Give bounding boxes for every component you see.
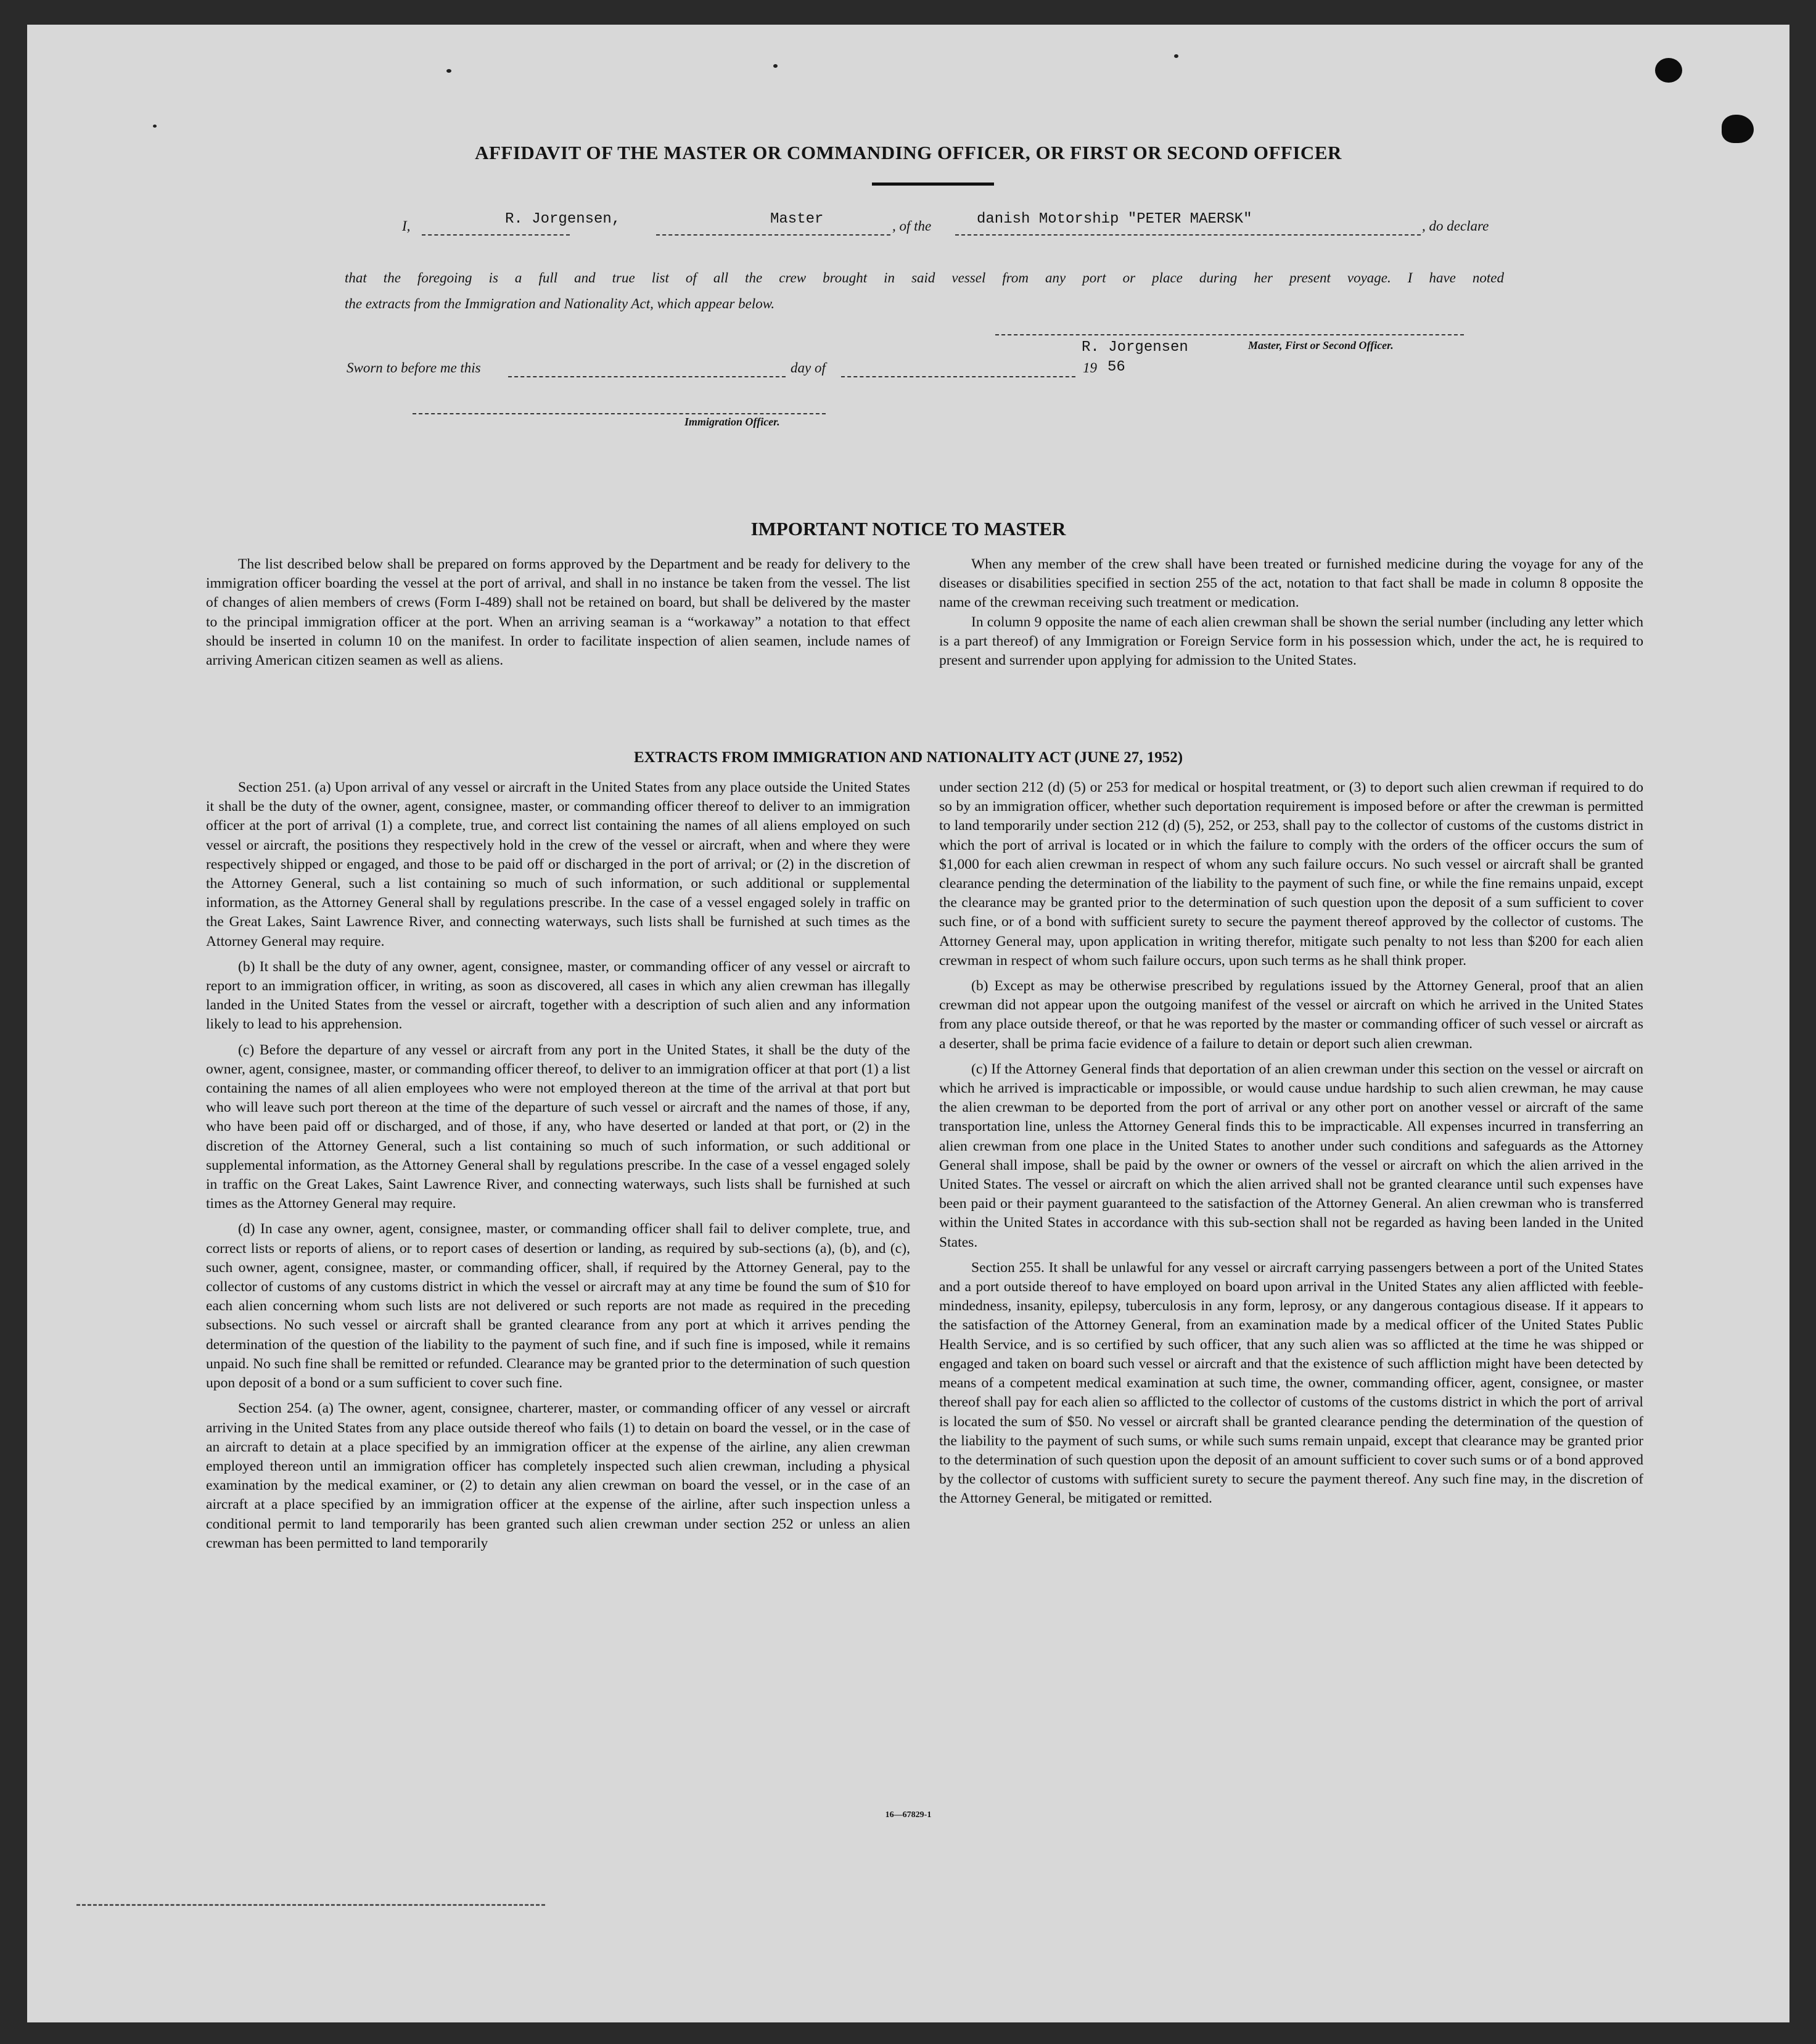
document-page (27, 25, 1789, 2022)
signature-dotted-line (995, 334, 1464, 335)
notice-right-column (939, 555, 1643, 676)
extracts-title: EXTRACTS FROM IMMIGRATION AND NATIONALITY ACT (JUNE 27, 1952) (633, 749, 1183, 766)
section-251d: (d) In case any owner, agent, consignee, master, or commanding officer shall fail to deliver complete, true, and correct lists or reports of aliens, or to report cases of desertion or landing, as required by sub-sections (a), (b), and (c), such owner, agent, consignee, master, or commanding officer, shall, if required by the Attorney General, pay to the collector of customs of any customs district in which the vessel or aircraft may at any time be found the sum of $10 for each alien concerning whom such lists are not delivered or such reports are not made as required in the preceding subsections. No such vessel or aircraft shall be granted clearance from any port at which it arrives pending the determination of the question of the liability to the payment of such fine, and if such fine is imposed, while it remains unpaid. No such fine shall be remitted or refunded. Clearance may be granted prior to the determination of such question upon deposit of a bond or a sum sufficient to cover such fine. (206, 1221, 910, 1392)
signature: R. Jorgensen (1082, 339, 1188, 356)
master-name: R. Jorgensen, (505, 211, 621, 228)
signature-caption: Master, First or Second Officer. (1248, 339, 1394, 351)
bottom-dashed-line (76, 1904, 545, 1906)
speck (1174, 54, 1178, 58)
section-255: Section 255. It shall be unlawful for any vessel or aircraft carrying passengers between a port of the United States and a port outside thereof to have employed on board upon arrival in the United States any alien afflicted with feeble-mindedness, insanity, epilepsy, tuberculosis in any form, leprosy, or any dangerous contagious disease. If it appears to the satisfaction of the Attorney General, from an examination made by a medical officer of the United States Public Health Service, and is so certified by such officer, that any such alien was so afflicted at the time he was shipped or engaged and taken on board such vessel or aircraft and that the existence of such affliction might have been detected by means of a competent medical examination at such time, the owner, commanding officer, agent, consignee, or master thereof shall pay for each alien so afflicted to the collector of customs of the customs district in which the port of arrival is located the sum of $50. No vessel or aircraft shall be granted clearance pending the determination of the question of the liability to the payment of such sums, or while such sums remain unpaid, except that clearance may be granted prior to the determination of such question upon the deposit of an amount sufficient to cover such sums or of a bond approved by the collector of customs with sufficient surety to secure the payment thereof. Any such fine may, in the discretion of the Attorney General, be mitigated or remitted. (939, 1259, 1643, 1507)
sworn-day-dotted-line (508, 376, 786, 377)
extracts-right-column (939, 778, 1643, 1515)
section-254a: Section 254. (a) The owner, agent, consignee, charterer, master, or commanding officer of any vessel or aircraft arriving in the United States from any place outside thereof who fails (1) to detain on board the vessel, or in the case of an aircraft to detain at a place specified by an immigration officer at the expense of the airline, any alien crewman employed thereon until an immigration officer has completely inspected such alien crewman, including a physical examination by the medical examiner, or (2) to detain any alien crewman on board the vessel, or in the case of an aircraft at a place specified by an immigration officer at the expense of the airline, after such inspection unless a conditional permit to land temporarily has been granted such alien crewman under section 252 or unless an alien crewman has been permitted to land temporarily (206, 1400, 910, 1551)
month-dotted-line (841, 376, 1075, 377)
do-declare-label: , do declare (1422, 218, 1489, 234)
section-251a: Section 251. (a) Upon arrival of any vessel or aircraft in the United States from any place outside the United States it shall be the duty of the owner, agent, consignee, master, or commanding officer thereof to deliver to an immigration officer at the port of arrival (1) a complete, true, and correct list containing the names of all aliens employed on such vessel or aircraft, the positions they respectively hold in the crew of the vessel or aircraft, when and where they were respectively shipped or engaged, and those to be paid off or discharged in the port of arrival; or (2) in the discretion of the Attorney General, such a list containing so much of such information, or such additional or supplemental information, as the Attorney General shall by regulations prescribe. In the case of a vessel engaged solely in traffic on the Great Lakes, Saint Lawrence River, and connecting waterways, such lists shall be furnished at such times as the Attorney General may require. (206, 779, 910, 950)
section-251b: (b) It shall be the duty of any owner, agent, consignee, master, or commanding officer of any vessel or aircraft to report to an immigration officer, in writing, as soon as discovered, all cases in which any alien crewman has illegally landed in the United States from the vessel or aircraft, together with a description of such alien and any information likely to lead to his apprehension. (206, 958, 910, 1033)
rank-dotted-line (656, 234, 890, 236)
section-254b: (b) Except as may be otherwise prescribed by regulations issued by the Attorney General, proof that an alien crewman did not appear upon the outgoing manifest of the vessel or aircraft on which he arrived in the United States from any place outside thereof, or that he was reported by the master or commanding officer of such vessel or aircraft as a deserter, shall be prima facie evidence of a failure to detain or deport such alien crewman. (939, 978, 1643, 1052)
year-value: 56 (1107, 359, 1125, 376)
speck (773, 64, 778, 68)
name-dotted-line (422, 234, 570, 236)
section-254a-continued: under section 212 (d) (5) or 253 for medical or hospital treatment, or (3) to deport such alien crewman if required to do so by an immigration officer, whether such deportation requirement is imposed before or after the crewman is permitted to land temporarily under section 212 (d) (5), 252, or 253, shall pay to the collector of customs of the customs district in which the port of arrival is located or in which the failure to comply with the orders of the officer occurs the sum of $1,000 for each alien crewman in respect of whom any such failure occurs. No such vessel or aircraft shall be granted clearance pending the determination of the liability to the payment of such fine, or while the fine remains unpaid, except the clearance may be granted prior to the determination of such question upon the deposit of a sum sufficient to cover such fine, or of a bond with sufficient surety to secure the payment thereof approved by the collector of customs. The Attorney General may, upon application in writing therefor, mitigate such penalty to not less than $200 for each alien crewman in respect of whom such failure occurs, upon such terms as he shall think proper. (939, 779, 1643, 969)
declaration-line-1: that the foregoing is a full and true list of all the crew brought in said vessel from any port or place during her present voyage. I have noted (345, 270, 1504, 285)
title-rule (872, 183, 994, 186)
extracts-left-column (206, 778, 910, 1559)
declaration-line-2: the extracts from the Immigration and Nationality Act, which appear below. (345, 296, 775, 311)
punch-hole-right (1722, 115, 1754, 143)
immigration-officer-line (413, 413, 826, 414)
rank-value: Master (770, 211, 824, 228)
speck (446, 69, 451, 73)
vessel-dotted-line (955, 234, 1421, 236)
punch-hole-top (1655, 58, 1682, 83)
speck (153, 125, 157, 128)
form-number: 16—67829-1 (885, 1810, 932, 1820)
notice-paragraph: When any member of the crew shall have been treated or furnished medicine during the voyage for any of the diseases or disabilities specified in section 255 of the act, notation to that fact shall be made in column 8 opposite the name of the crewman receiving such treatment or medication. (939, 556, 1643, 611)
affidavit-title: AFFIDAVIT OF THE MASTER OR COMMANDING OFFICER, OR FIRST OR SECOND OFFICER (475, 142, 1342, 163)
day-of-label: day of (791, 360, 826, 376)
notice-paragraph: The list described below shall be prepared on forms approved by the Department and be ready for delivery to the immigration officer boarding the vessel at the port of arrival, and shall in no instance be taken from the vessel. The list of changes of alien members of crews (Form I-489) shall not be retained on board, but shall be delivered by the master to the principal immigration officer at the port. When an arriving seaman is a “workaway” a notation to that effect should be inserted in column 10 on the manifest. In order to facilitate inspection of alien seamen, include names of arriving American citizen seamen as well as aliens. (206, 556, 910, 669)
notice-paragraph: In column 9 opposite the name of each alien crewman shall be shown the serial number (including any letter which is a part thereof) of any Immigration or Foreign Service form in his possession which, under the act, he is required to present and surrender upon applying for admission to the United States. (939, 614, 1643, 669)
section-251c: (c) Before the departure of any vessel or aircraft from any port in the United States, it shall be the duty of the owner, agent, consignee, master, or commanding officer thereof, to deliver to an immigration officer at that port (1) a list containing the names of all alien employees who were not employed thereon at the time of the arrival at that port but who will leave such port thereon at the time of the departure of such vessel or aircraft and the names of those, if any, who have been paid off or discharged, and of those, if any, who have deserted or landed at that port, or (2) in the discretion of the Attorney General, such a list containing so much of such information, or such additional or supplemental information, as the Attorney General shall by regulations prescribe. In the case of a vessel engaged solely in traffic on the Great Lakes, Saint Lawrence River, and connecting waterways, such lists shall be furnished at such times as the Attorney General may require. (206, 1041, 910, 1212)
declarant-pronoun: I, (402, 218, 411, 234)
vessel-name: danish Motorship "PETER MAERSK" (977, 211, 1252, 228)
notice-left-column (206, 555, 910, 676)
sworn-label: Sworn to before me this (347, 360, 481, 376)
year-prefix: 19 (1083, 360, 1097, 376)
section-254c: (c) If the Attorney General finds that deportation of an alien crewman under this section on the vessel or aircraft on which he arrived is impracticable or impossible, or would cause undue hardship to such alien crewman, he may cause the alien crewman to be deported from the port of arrival or any other port on another vessel or aircraft of the same transportation line, unless the Attorney General finds this to be impracticable. All expenses incurred in transferring an alien crewman from one place in the United States to another under such conditions and safeguards as the Attorney General shall impose, shall be paid by the owner or owners of the vessel or aircraft on which the alien arrived in the United States. The vessel or aircraft on which the alien arrived shall not be granted clearance until such expenses have been paid or their payment guaranteed to the satisfaction of the Attorney General. An alien crewman who is transferred within the United States in accordance with this sub-section shall not be regarded as having been landed in the United States. (939, 1061, 1643, 1250)
of-the-label: , of the (892, 218, 932, 234)
notice-title: IMPORTANT NOTICE TO MASTER (750, 518, 1066, 540)
declaration-statement (345, 265, 1504, 317)
immigration-officer-caption: Immigration Officer. (684, 416, 780, 428)
